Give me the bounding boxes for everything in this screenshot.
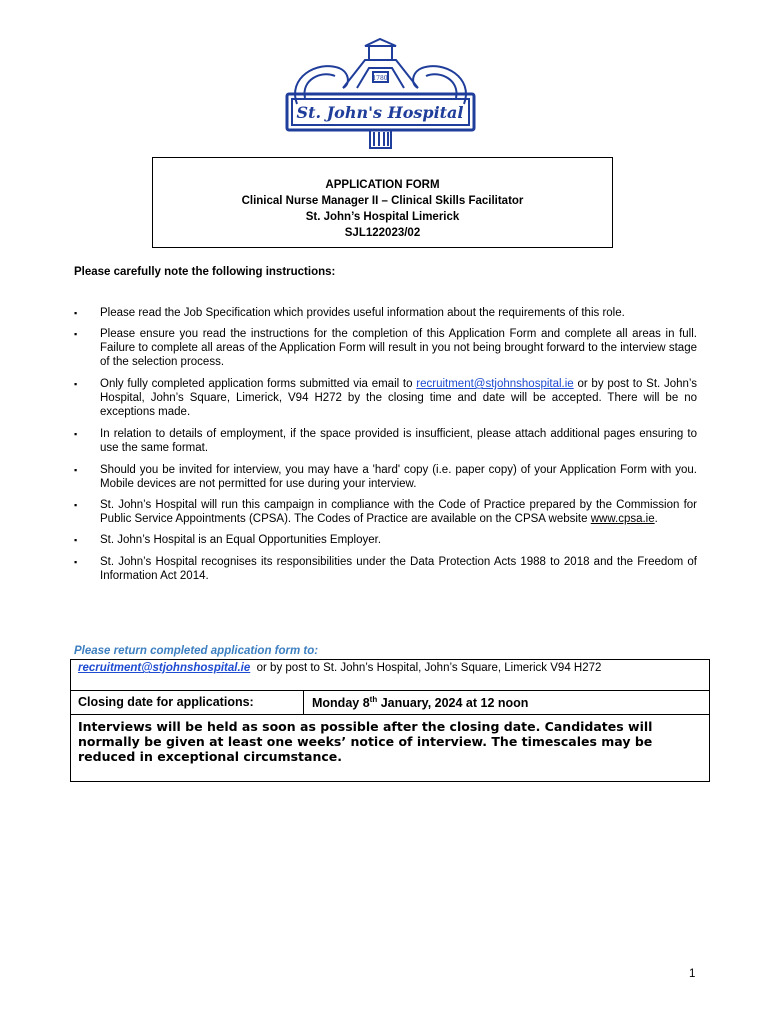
reference-number: SJL122023/02 [344,227,421,239]
form-title-box [152,157,613,248]
closing-date-row [71,691,709,715]
closing-date-value [304,691,709,714]
return-address-row [71,660,709,691]
instruction-text: In relation to details of employment, if the space provided is insufficient, please attach additional pages ensuring to use the same format. [100,428,697,454]
bullet-icon: ▪ [74,308,78,318]
instruction-item [74,327,697,369]
instruction-text: or by post to St. John’s Hospital, John’s Square, Limerick, V94 H272 by the closing time and date will be accepted. There will be no exceptions made. [100,378,697,418]
instruction-item [74,306,697,320]
instruction-item [74,377,697,419]
instruction-item [74,555,697,583]
position-title: Clinical Nurse Manager II – Clinical Skills Facilitator [241,195,524,207]
page-number: 1 [689,968,696,980]
interview-note: Interviews will be held as soon as possible after the closing date. Candidates will normally be given at least one weeks’ notice of interview. The timescales may be reduced in exceptional circumstance. [78,719,653,764]
return-details-table [70,659,710,782]
instruction-item [74,463,697,491]
bullet-icon: ▪ [74,535,78,545]
bullet-icon: ▪ [74,500,78,510]
bullet-icon: ▪ [74,429,78,439]
bullet-icon: ▪ [74,329,78,339]
instruction-text: St. John’s Hospital will run this campaign in compliance with the Code of Practice prepared by the Commission for Public Service Appointments (CPSA). The Codes of Practice are available on the CPSA website [100,499,697,525]
instruction-text: Please ensure you read the instructions for the completion of this Application Form and complete all areas in full. Failure to complete all areas of the Application Form will result in you not being brought forward to the interview stage of the selection process. [100,328,697,368]
instruction-text: St. John’s Hospital recognises its responsibilities under the Data Protection Acts 1988 to 2018 and the Freedom of Information Act 2014. [100,556,697,582]
closing-date-label: Closing date for applications: [71,691,304,714]
closing-day: Monday 8 [312,696,370,711]
cpsa-website-link[interactable]: www.cpsa.ie [590,513,655,525]
bullet-icon: ▪ [74,465,78,475]
st-johns-hospital-logo [277,38,484,152]
logo-name: St. John's Hospital [296,103,464,122]
instruction-item [74,427,697,455]
hospital-location: St. John’s Hospital Limerick [305,211,460,223]
return-post-text: or by post to St. John’s Hospital, John’s Square, Limerick V94 H272 [250,662,602,674]
instruction-text: . [654,513,658,525]
return-email-link[interactable]: recruitment@stjohnshospital.ie [78,662,251,674]
instruction-item [74,498,697,526]
return-heading: Please return completed application form to: [74,645,319,657]
recruitment-email-link[interactable]: recruitment@stjohnshospital.ie [416,378,574,390]
instructions-heading: Please carefully note the following instructions: [74,266,336,278]
bullet-icon: ▪ [74,557,78,567]
closing-day-suffix: th [369,695,378,704]
instruction-item [74,533,697,547]
instruction-text: Please read the Job Specification which provides useful information about the requirements of this role. [100,307,625,319]
instruction-text: Should you be invited for interview, you may have a 'hard' copy (i.e. paper copy) of your Application Form with you. Mobile devices are not permitted for use during your interview. [100,464,697,490]
closing-date-rest: January, 2024 at 12 noon [377,696,529,711]
instruction-text: St. John’s Hospital is an Equal Opportunities Employer. [100,534,382,546]
bullet-icon: ▪ [74,379,78,389]
form-title: APPLICATION FORM [325,179,440,191]
instruction-text: Only fully completed application forms submitted via email to [100,378,417,390]
instructions-list [74,306,697,583]
logo-year: 1780 [372,75,388,82]
